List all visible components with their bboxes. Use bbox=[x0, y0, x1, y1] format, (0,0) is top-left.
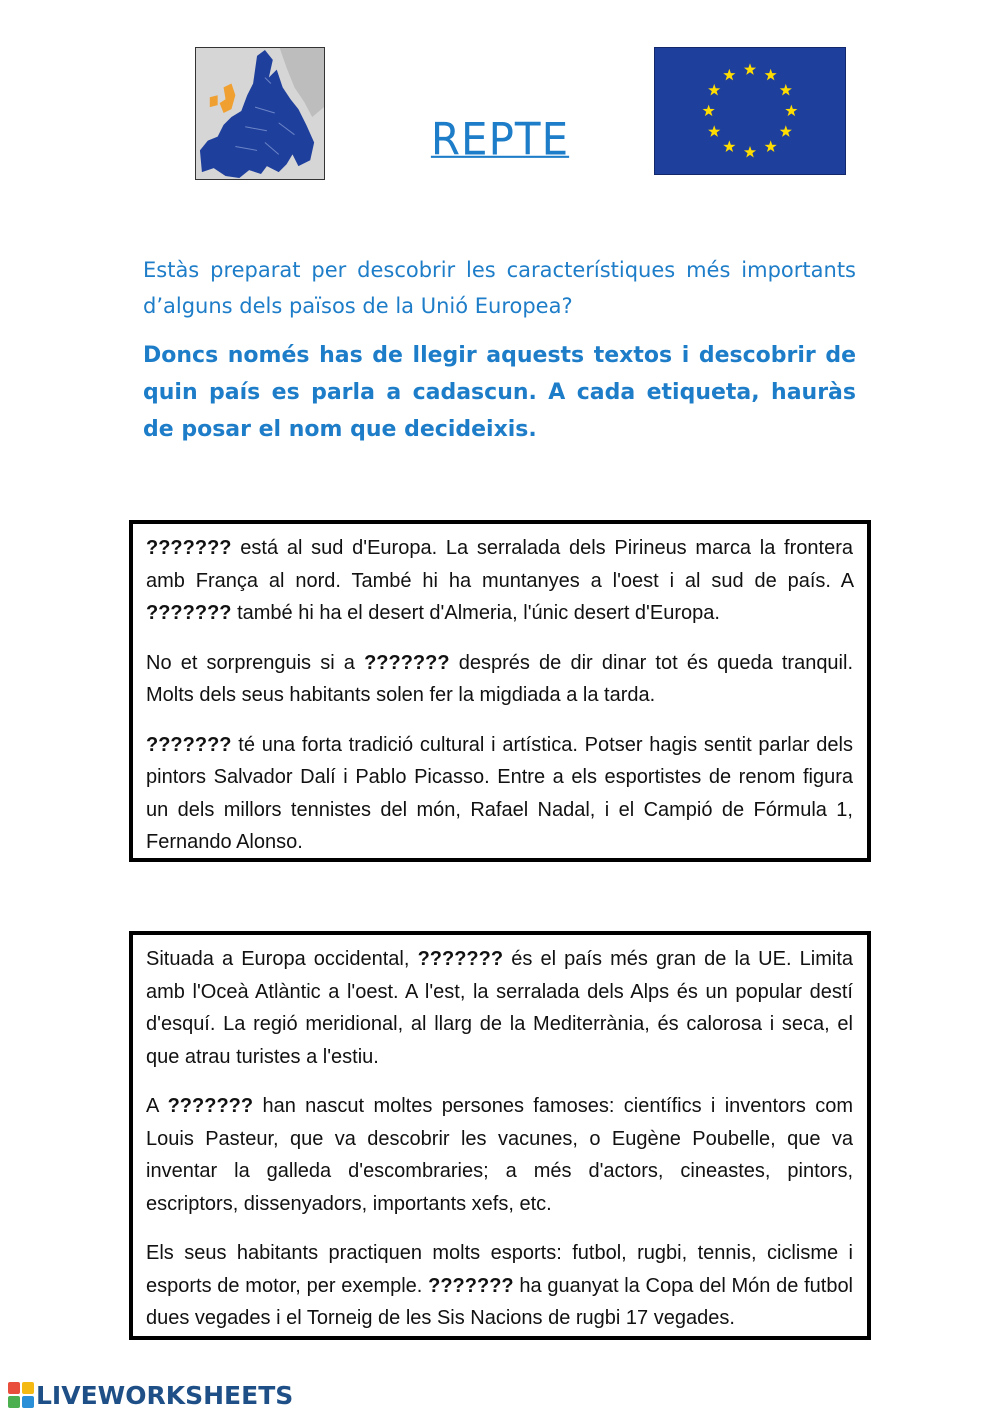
box2-paragraph-1 bbox=[146, 943, 853, 1073]
country-text-box-2 bbox=[129, 931, 871, 1340]
liveworksheets-brand-text: LIVEWORKSHEETS bbox=[36, 1380, 294, 1410]
blank-label: ??????? bbox=[146, 537, 232, 559]
liveworksheets-mark-icon bbox=[8, 1382, 34, 1408]
box1-paragraph-2 bbox=[146, 647, 853, 712]
box2-p3-text-a: Els seus habitants practiquen molts esports: futbol, rugbi, tennis, ciclisme i esports de motor, per exemple. bbox=[146, 1242, 853, 1297]
box2-paragraph-3 bbox=[146, 1237, 853, 1335]
box1-p3-text-a: té una forta tradició cultural i artística. Potser hagis sentit parlar dels pintors Salvador Dalí i Pablo Picasso. Entre a els esportistes de renom figura un dels millors tennistes del món, Rafael Nadal, i el Campió de Fórmula 1, Fernando Alonso. bbox=[146, 733, 853, 853]
box1-paragraph-3 bbox=[146, 729, 853, 859]
blank-label: ??????? bbox=[146, 602, 232, 624]
liveworksheets-logo[interactable] bbox=[8, 1380, 293, 1410]
europe-map-icon bbox=[195, 47, 325, 180]
blank-label: ??????? bbox=[146, 733, 232, 756]
blank-label: ??????? bbox=[417, 948, 504, 970]
eu-flag-icon bbox=[654, 47, 846, 175]
blank-label: ??????? bbox=[428, 1274, 514, 1297]
blank-label: ??????? bbox=[364, 651, 450, 674]
box1-p1-text-b: també hi ha el desert d'Almeria, l'únic desert d'Europa. bbox=[237, 602, 720, 624]
intro-paragraph-2: Doncs només has de llegir aquests textos i descobrir de quin país es parla a cadascun. A cada etiqueta, hauràs de posar el nom que decideixis. bbox=[143, 343, 856, 442]
box2-p1-text-a: Situada a Europa occidental, bbox=[146, 948, 410, 970]
intro-paragraph-1: Estàs preparat per descobrir les característiques més importants d’alguns dels països de la Unió Europea? bbox=[143, 258, 856, 318]
box2-p3-text-b: ha guanyat la Copa del Món de futbol dues vegades i el Torneig de les Sis Nacions de rugbi 17 vegades. bbox=[146, 1274, 854, 1329]
intro-section bbox=[143, 252, 856, 448]
box2-p1-text-b: és el país més gran de la UE. Limita amb l'Oceà Atlàntic a l'oest. A l'est, la serralada dels Alps és un popular destí d'esquí. La regió meridional, al llarg de la Mediterrània, és calorosa i seca, el que atrau turistes a l'estiu. bbox=[146, 948, 853, 1068]
box2-p2-text-b: han nascut moltes persones famoses: científics i inventors com Louis Pasteur, que va descobrir les vacunes, o Eugène Poubelle, que va inventar la galleda d'escombraries; a més d'actors, cineastes, pintors, escriptors, dissenyadors, importants xefs, etc. bbox=[146, 1095, 853, 1215]
page-title: REPTE bbox=[430, 113, 570, 166]
box2-paragraph-2 bbox=[146, 1090, 853, 1220]
box1-p2-text-a: No et sorprenguis si a bbox=[146, 651, 355, 674]
box1-paragraph-1 bbox=[146, 532, 853, 630]
box1-p1-text-a: está al sud d'Europa. La serralada dels Pirineus marca la frontera amb França al nord. També hi ha muntanyes a l'oest i al sud de país. A bbox=[146, 537, 853, 592]
blank-label: ??????? bbox=[167, 1095, 254, 1117]
box1-p2-text-b: després de dir dinar tot és queda tranquil. Molts dels seus habitants solen fer la migdiada a la tarda. bbox=[146, 651, 854, 706]
country-text-box-1 bbox=[129, 520, 871, 862]
box2-p2-text-a: A bbox=[146, 1095, 159, 1117]
